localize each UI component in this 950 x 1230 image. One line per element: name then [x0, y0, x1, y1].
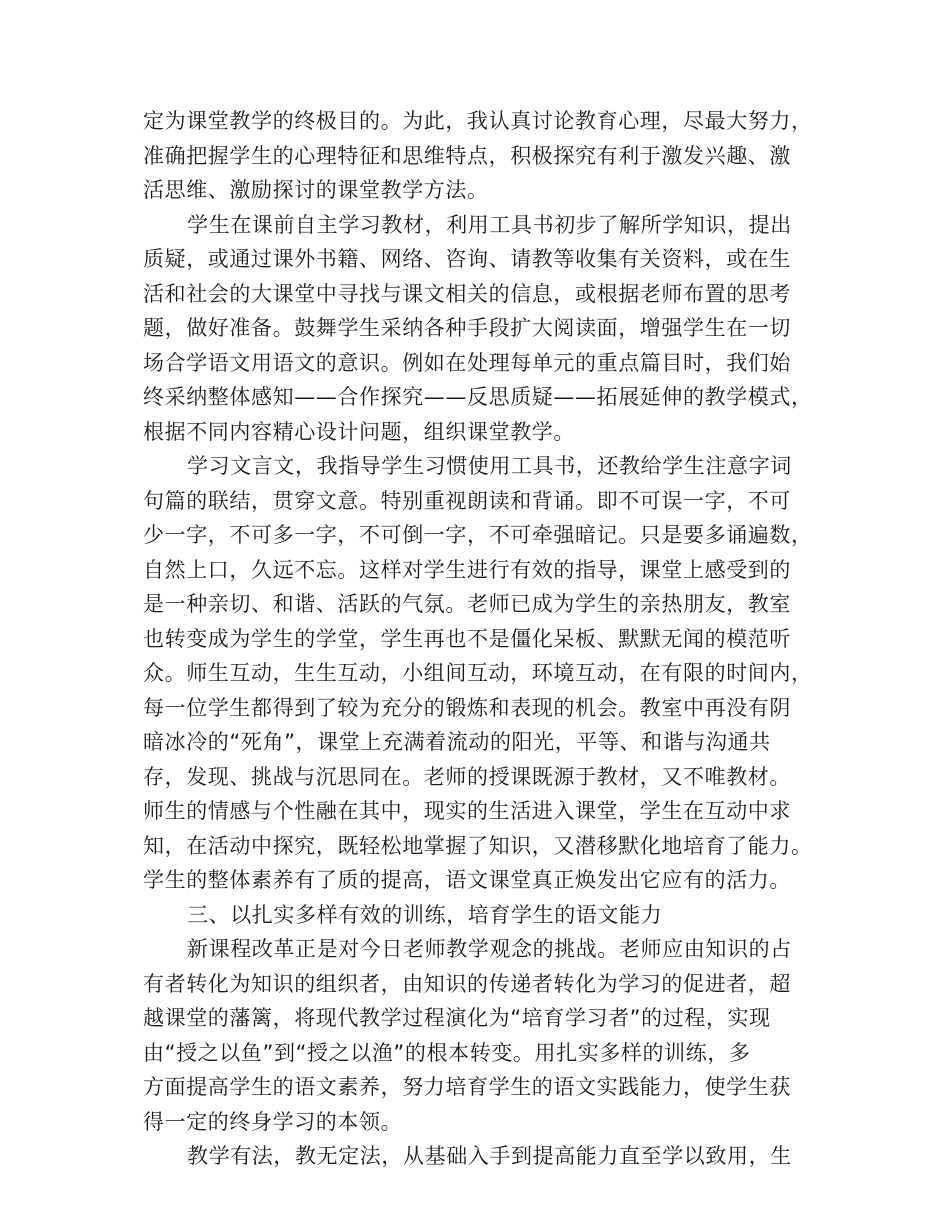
text-line: 学习文言文，我指导学生习惯使用工具书，还教给学生注意字词 [187, 454, 792, 478]
text-line: 活和社会的大课堂中寻找与课文相关的信息，或根据老师布置的思考 [143, 281, 791, 306]
text-line: 众。师生互动，生生互动，小组间互动，环境互动，在有限的时间内， [143, 661, 813, 685]
text-line: 知，在活动中探究，既轻松地掌握了知识，又潜移默化地培育了能力。 [143, 833, 813, 858]
text-line: 是一种亲切、和谐、活跃的气氛。老师已成为学生的亲热朋友，教室 [143, 592, 791, 616]
text-line: 教学有法，教无定法，从基础入手到提高能力直至学以致用，生 [187, 1144, 792, 1168]
text-line: 有者转化为知识的组织者，由知识的传递者转化为学习的促进者，超 [143, 971, 791, 996]
text-line: 活思维、激励探讨的课堂教学方法。 [143, 178, 489, 202]
text-line: 终采纳整体感知——合作探究——反思质疑——拓展延伸的教学模式， [143, 385, 813, 409]
text-line: 方面提高学生的语文素养，努力培育学生的语文实践能力，使学生获 [143, 1075, 791, 1099]
text-line: 场合学语文用语文的意识。例如在处理每单元的重点篇目时，我们始 [143, 350, 791, 375]
text-line: 质疑，或通过课外书籍、网络、咨询、请教等收集有关资料，或在生 [143, 247, 791, 271]
text-line: 自然上口，久远不忘。这样对学生进行有效的指导，课堂上感受到的 [143, 557, 791, 582]
text-line: 根据不同内容精心设计问题，组织课堂教学。 [143, 419, 575, 444]
text-line: 暗冰冷的“死角”，课堂上充满着流动的阳光，平等、和谐与沟通共 [143, 730, 771, 754]
text-line: 句篇的联结，贯穿文意。特别重视朗读和背诵。即不可误一字，不可 [143, 488, 791, 513]
text-line: 师生的情感与个性融在其中，现实的生活进入课堂，学生在互动中求 [143, 799, 791, 823]
text-line: 准确把握学生的心理特征和思维特点，积极探究有利于激发兴趣、激 [143, 143, 791, 168]
text-line: 学生在课前自主学习教材，利用工具书初步了解所学知识，提出 [187, 212, 792, 237]
text-line: 定为课堂教学的终极目的。为此，我认真讨论教育心理，尽最大努力， [143, 109, 813, 133]
text-line: 学生的整体素养有了质的提高，语文课堂真正焕发出它应有的活力。 [143, 868, 791, 892]
document-body-text [143, 104, 813, 1174]
text-line: 少一字，不可多一字，不可倒一字，不可牵强暗记。只是要多诵遍数， [143, 523, 813, 547]
text-line: 三、以扎实多样有效的训练，培育学生的语文能力 [187, 902, 663, 927]
text-line: 越课堂的藩篱，将现代教学过程演化为“培育学习者”的过程，实现 [143, 1006, 771, 1030]
text-line: 由“授之以鱼”到“授之以渔”的根本转变。用扎实多样的训练，多 [143, 1040, 751, 1065]
text-line: 也转变成为学生的学堂，学生再也不是僵化呆板、默默无闻的模范听 [143, 626, 791, 651]
text-line: 存，发现、挑战与沉思同在。老师的授课既源于教材，又不唯教材。 [143, 764, 791, 789]
text-line: 每一位学生都得到了较为充分的锻炼和表现的机会。教室中再没有阴 [143, 695, 791, 720]
text-line: 题，做好准备。鼓舞学生采纳各种手段扩大阅读面，增强学生在一切 [143, 316, 791, 340]
text-line: 新课程改革正是对今日老师教学观念的挑战。老师应由知识的占 [187, 937, 792, 961]
text-line: 得一定的终身学习的本领。 [143, 1109, 403, 1134]
